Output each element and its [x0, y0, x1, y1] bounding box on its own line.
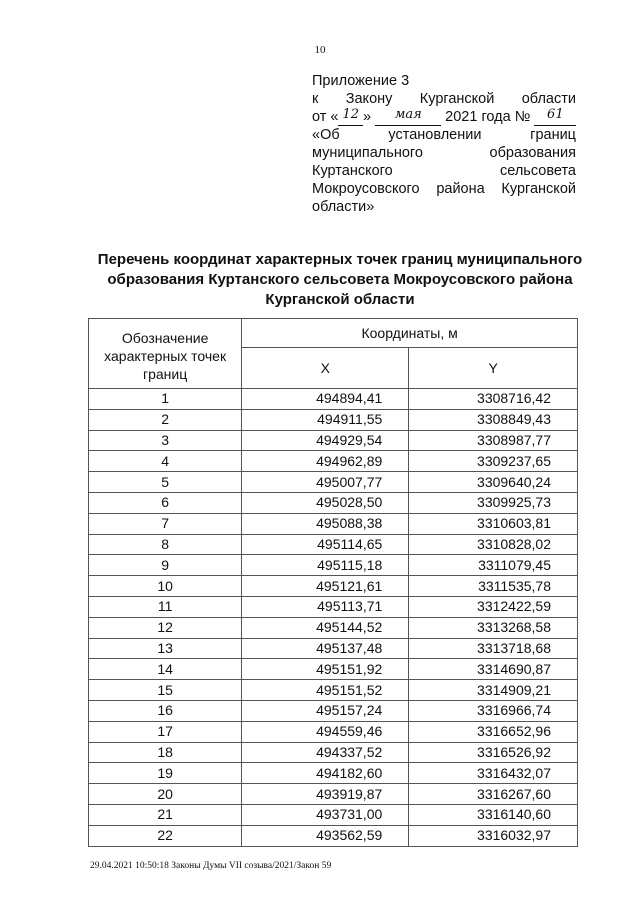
appendix-line-7	[312, 180, 576, 198]
table-row	[89, 409, 578, 430]
point-number: 4	[89, 451, 242, 472]
coord-y: 3316140,60	[409, 804, 578, 825]
table-row	[89, 534, 578, 555]
word: установлении	[388, 127, 482, 143]
table-row	[89, 596, 578, 617]
table-row	[89, 825, 578, 846]
date-year: 2021 года №	[445, 109, 531, 125]
point-number: 7	[89, 513, 242, 534]
table-row	[89, 763, 578, 784]
table-row	[89, 784, 578, 805]
appendix-line-2	[312, 90, 576, 108]
page-number: 10	[314, 44, 326, 56]
word: Закону	[345, 91, 393, 107]
coord-x: 495157,24	[242, 700, 409, 721]
footer-stamp: 29.04.2021 10:50:18 Законы Думы VII созыва/2021/Закон 59	[90, 861, 332, 871]
table-row	[89, 513, 578, 534]
table-row	[89, 742, 578, 763]
word: Курганской	[501, 181, 576, 197]
coord-y: 3316267,60	[409, 784, 578, 805]
coord-x: 495121,61	[242, 576, 409, 597]
coord-x: 493562,59	[242, 825, 409, 846]
table-row	[89, 659, 578, 680]
point-number: 6	[89, 492, 242, 513]
coord-y: 3316032,97	[409, 825, 578, 846]
point-number: 10	[89, 576, 242, 597]
appendix-header	[312, 72, 576, 216]
point-number: 12	[89, 617, 242, 638]
point-number: 18	[89, 742, 242, 763]
coord-y: 3311079,45	[409, 555, 578, 576]
coord-y: 3313718,68	[409, 638, 578, 659]
appendix-line-6	[312, 162, 576, 180]
point-number: 5	[89, 472, 242, 493]
point-number: 2	[89, 409, 242, 430]
document-title	[80, 250, 600, 310]
header-x: X	[242, 348, 409, 389]
date-prefix: от «	[312, 109, 339, 125]
coord-y: 3310828,02	[409, 534, 578, 555]
coord-y: 3316966,74	[409, 700, 578, 721]
date-quote: »	[363, 109, 372, 125]
header-point-designation: Обозначение характерных точек границ	[89, 319, 242, 389]
table-row	[89, 389, 578, 410]
appendix-line-3	[312, 108, 576, 126]
coord-x: 495151,52	[242, 680, 409, 701]
coord-y: 3310603,81	[409, 513, 578, 534]
coord-x: 495151,92	[242, 659, 409, 680]
coord-x: 493919,87	[242, 784, 409, 805]
coord-x: 493731,00	[242, 804, 409, 825]
point-number: 16	[89, 700, 242, 721]
appendix-line-4	[312, 126, 576, 144]
table-row	[89, 804, 578, 825]
coord-x: 495114,65	[242, 534, 409, 555]
point-number: 20	[89, 784, 242, 805]
coord-x: 494962,89	[242, 451, 409, 472]
appendix-line-5	[312, 144, 576, 162]
table-row	[89, 680, 578, 701]
coord-y: 3314909,21	[409, 680, 578, 701]
coord-x: 494894,41	[242, 389, 409, 410]
appendix-line-8: области»	[312, 199, 375, 215]
point-number: 15	[89, 680, 242, 701]
handwritten-month: мая	[375, 108, 441, 126]
header-y: Y	[409, 348, 578, 389]
word: образования	[489, 145, 576, 161]
coord-y: 3314690,87	[409, 659, 578, 680]
coord-x: 495088,38	[242, 513, 409, 534]
table-row	[89, 430, 578, 451]
coord-x: 494911,55	[242, 409, 409, 430]
coord-y: 3313268,58	[409, 617, 578, 638]
word: к	[312, 91, 319, 107]
coord-y: 3309640,24	[409, 472, 578, 493]
appendix-line-1: Приложение 3	[312, 73, 410, 89]
table-row	[89, 721, 578, 742]
point-number: 11	[89, 596, 242, 617]
word: Курганской	[419, 91, 495, 107]
coord-x: 495028,50	[242, 492, 409, 513]
word: Куртанского	[312, 163, 393, 179]
table-row	[89, 492, 578, 513]
coord-y: 3312422,59	[409, 596, 578, 617]
coord-x: 494337,52	[242, 742, 409, 763]
table-row	[89, 576, 578, 597]
coord-x: 495144,52	[242, 617, 409, 638]
point-number: 21	[89, 804, 242, 825]
header-coordinates: Координаты, м	[242, 319, 578, 348]
coord-y: 3309237,65	[409, 451, 578, 472]
coord-y: 3308987,77	[409, 430, 578, 451]
point-number: 22	[89, 825, 242, 846]
coord-x: 495137,48	[242, 638, 409, 659]
point-number: 8	[89, 534, 242, 555]
coord-y: 3309925,73	[409, 492, 578, 513]
word: муниципального	[312, 145, 423, 161]
handwritten-day: 12	[338, 108, 363, 126]
coord-x: 494559,46	[242, 721, 409, 742]
title-line-1: Перечень координат характерных точек границ муниципального	[97, 251, 583, 268]
coord-y: 3308716,42	[409, 389, 578, 410]
table-row	[89, 451, 578, 472]
word: района	[436, 181, 485, 197]
title-line-3: Курганской области	[265, 291, 415, 308]
point-number: 17	[89, 721, 242, 742]
point-number: 3	[89, 430, 242, 451]
coord-y: 3316526,92	[409, 742, 578, 763]
coordinates-table	[88, 318, 578, 847]
table-row	[89, 617, 578, 638]
point-number: 19	[89, 763, 242, 784]
handwritten-law-number: 61	[534, 108, 576, 126]
table-row	[89, 638, 578, 659]
coord-y: 3316652,96	[409, 721, 578, 742]
word: области	[521, 91, 576, 107]
title-line-2: образования Куртанского сельсовета Мокроусовского района	[107, 271, 573, 288]
coord-y: 3311535,78	[409, 576, 578, 597]
coord-x: 495007,77	[242, 472, 409, 493]
word: границ	[530, 127, 576, 143]
point-number: 1	[89, 389, 242, 410]
word: «Об	[312, 127, 340, 143]
table-row	[89, 472, 578, 493]
coord-x: 494929,54	[242, 430, 409, 451]
point-number: 9	[89, 555, 242, 576]
word: Мокроусовского	[312, 181, 420, 197]
point-number: 14	[89, 659, 242, 680]
table-row	[89, 700, 578, 721]
coord-x: 494182,60	[242, 763, 409, 784]
coord-x: 495113,71	[242, 596, 409, 617]
point-number: 13	[89, 638, 242, 659]
coord-y: 3316432,07	[409, 763, 578, 784]
coord-y: 3308849,43	[409, 409, 578, 430]
coord-x: 495115,18	[242, 555, 409, 576]
word: сельсовета	[500, 163, 576, 179]
table-row	[89, 555, 578, 576]
